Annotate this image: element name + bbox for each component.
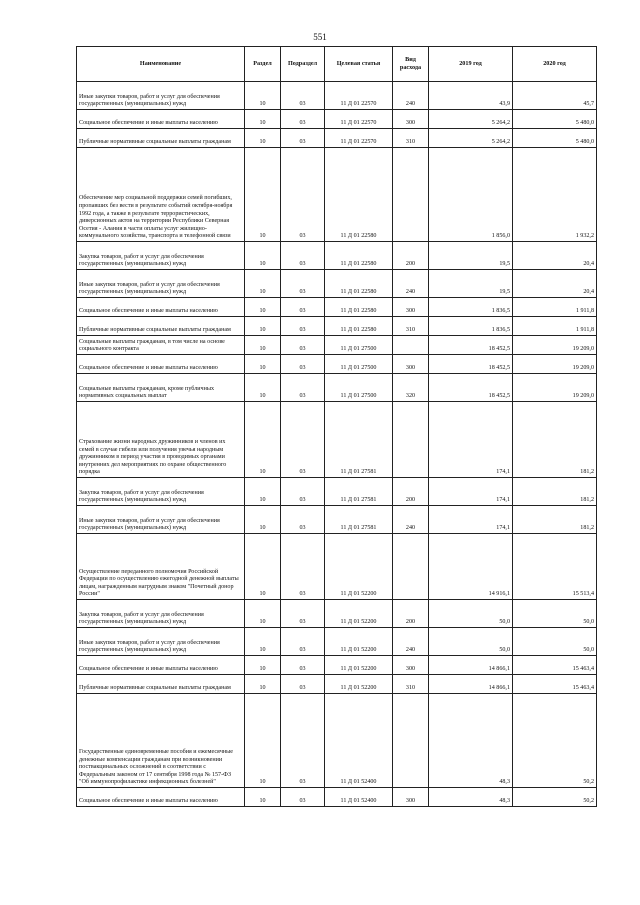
cell-expense-type: 300 (393, 110, 429, 129)
cell-2019: 1 856,0 (429, 148, 513, 242)
cell-expense-type: 240 (393, 628, 429, 656)
cell-name: Публичные нормативные социальные выплаты гражданам (77, 129, 245, 148)
cell-subsection: 03 (281, 675, 325, 694)
table-row (77, 675, 597, 694)
cell-2019: 14 866,1 (429, 656, 513, 675)
cell-2020: 1 911,8 (513, 298, 597, 317)
cell-2020: 15 463,4 (513, 656, 597, 675)
cell-2019: 50,0 (429, 600, 513, 628)
cell-expense-type: 310 (393, 129, 429, 148)
cell-subsection: 03 (281, 336, 325, 355)
cell-target: 11 Д 01 22570 (325, 82, 393, 110)
cell-expense-type: 310 (393, 675, 429, 694)
cell-expense-type: 240 (393, 270, 429, 298)
table-row (77, 355, 597, 374)
table-row (77, 478, 597, 506)
cell-expense-type (393, 694, 429, 788)
cell-2020: 181,2 (513, 506, 597, 534)
header-section: Раздел (245, 47, 281, 82)
cell-section: 10 (245, 317, 281, 336)
cell-2019: 18 452,5 (429, 374, 513, 402)
cell-name: Осуществление переданного полномочия Российской Федерации по осуществлению ежегодной денежной выплаты лицам, награжденным нагрудным знаком "Почетный донор России" (77, 534, 245, 600)
header-target: Целевая статья (325, 47, 393, 82)
cell-name: Публичные нормативные социальные выплаты гражданам (77, 317, 245, 336)
cell-expense-type (393, 402, 429, 478)
table-row (77, 656, 597, 675)
cell-section: 10 (245, 788, 281, 807)
cell-2020: 5 480,0 (513, 110, 597, 129)
cell-target: 11 Д 01 52200 (325, 675, 393, 694)
cell-name: Иные закупки товаров, работ и услуг для обеспечения государственных (муниципальных) нужд (77, 628, 245, 656)
cell-subsection: 03 (281, 270, 325, 298)
cell-target: 11 Д 01 52400 (325, 788, 393, 807)
cell-2020: 50,2 (513, 788, 597, 807)
cell-section: 10 (245, 110, 281, 129)
cell-2019: 14 916,1 (429, 534, 513, 600)
cell-target: 11 Д 01 22580 (325, 298, 393, 317)
cell-section: 10 (245, 628, 281, 656)
cell-name: Иные закупки товаров, работ и услуг для обеспечения государственных (муниципальных) нужд (77, 506, 245, 534)
cell-2019: 174,1 (429, 402, 513, 478)
cell-2019: 174,1 (429, 506, 513, 534)
cell-section: 10 (245, 534, 281, 600)
cell-subsection: 03 (281, 628, 325, 656)
table-row (77, 534, 597, 600)
cell-section: 10 (245, 675, 281, 694)
cell-target: 11 Д 01 27500 (325, 336, 393, 355)
table-row (77, 298, 597, 317)
cell-section: 10 (245, 82, 281, 110)
table-row (77, 600, 597, 628)
cell-section: 10 (245, 656, 281, 675)
cell-2019: 1 836,5 (429, 317, 513, 336)
table-row (77, 402, 597, 478)
table-row (77, 628, 597, 656)
cell-2020: 50,2 (513, 694, 597, 788)
cell-expense-type: 300 (393, 355, 429, 374)
cell-section: 10 (245, 478, 281, 506)
cell-2020: 1 932,2 (513, 148, 597, 242)
cell-expense-type: 200 (393, 600, 429, 628)
cell-name: Иные закупки товаров, работ и услуг для обеспечения государственных (муниципальных) нужд (77, 270, 245, 298)
cell-2019: 1 836,5 (429, 298, 513, 317)
header-expense-type: Вид расхода (393, 47, 429, 82)
cell-section: 10 (245, 242, 281, 270)
cell-2020: 181,2 (513, 402, 597, 478)
cell-target: 11 Д 01 27581 (325, 506, 393, 534)
cell-2019: 48,3 (429, 788, 513, 807)
table-row (77, 317, 597, 336)
cell-target: 11 Д 01 27500 (325, 374, 393, 402)
cell-2020: 50,0 (513, 628, 597, 656)
cell-subsection: 03 (281, 656, 325, 675)
cell-2020: 15 513,4 (513, 534, 597, 600)
cell-section: 10 (245, 129, 281, 148)
cell-subsection: 03 (281, 600, 325, 628)
header-2019: 2019 год (429, 47, 513, 82)
cell-2020: 45,7 (513, 82, 597, 110)
cell-2019: 5 264,2 (429, 129, 513, 148)
header-name: Наименование (77, 47, 245, 82)
cell-section: 10 (245, 148, 281, 242)
cell-target: 11 Д 01 27581 (325, 478, 393, 506)
cell-subsection: 03 (281, 788, 325, 807)
cell-target: 11 Д 01 52200 (325, 656, 393, 675)
cell-target: 11 Д 01 52400 (325, 694, 393, 788)
cell-subsection: 03 (281, 355, 325, 374)
cell-subsection: 03 (281, 317, 325, 336)
table-row (77, 242, 597, 270)
cell-section: 10 (245, 298, 281, 317)
cell-expense-type: 200 (393, 242, 429, 270)
table-row (77, 270, 597, 298)
page-number: 551 (313, 32, 327, 42)
cell-name: Закупка товаров, работ и услуг для обеспечения государственных (муниципальных) нужд (77, 478, 245, 506)
cell-2020: 20,4 (513, 270, 597, 298)
cell-subsection: 03 (281, 129, 325, 148)
header-2020: 2020 год (513, 47, 597, 82)
cell-name: Социальное обеспечение и иные выплаты населению (77, 110, 245, 129)
cell-name: Социальное обеспечение и иные выплаты населению (77, 298, 245, 317)
cell-2020: 15 463,4 (513, 675, 597, 694)
cell-2019: 48,3 (429, 694, 513, 788)
cell-subsection: 03 (281, 534, 325, 600)
cell-2020: 50,0 (513, 600, 597, 628)
cell-subsection: 03 (281, 148, 325, 242)
cell-section: 10 (245, 374, 281, 402)
cell-target: 11 Д 01 22580 (325, 148, 393, 242)
cell-2019: 5 264,2 (429, 110, 513, 129)
cell-section: 10 (245, 506, 281, 534)
cell-subsection: 03 (281, 298, 325, 317)
cell-expense-type: 300 (393, 298, 429, 317)
cell-name: Закупка товаров, работ и услуг для обеспечения государственных (муниципальных) нужд (77, 242, 245, 270)
cell-2020: 20,4 (513, 242, 597, 270)
table-row (77, 336, 597, 355)
cell-expense-type: 320 (393, 374, 429, 402)
cell-expense-type: 310 (393, 317, 429, 336)
cell-2020: 19 209,0 (513, 355, 597, 374)
cell-name: Иные закупки товаров, работ и услуг для обеспечения государственных (муниципальных) нужд (77, 82, 245, 110)
cell-2020: 19 209,0 (513, 336, 597, 355)
cell-target: 11 Д 01 52200 (325, 534, 393, 600)
cell-target: 11 Д 01 27500 (325, 355, 393, 374)
cell-name: Социальные выплаты гражданам, кроме публичных нормативных социальных выплат (77, 374, 245, 402)
cell-2020: 5 480,0 (513, 129, 597, 148)
cell-subsection: 03 (281, 694, 325, 788)
cell-name: Социальное обеспечение и иные выплаты населению (77, 355, 245, 374)
cell-2019: 43,9 (429, 82, 513, 110)
table-row (77, 694, 597, 788)
cell-2020: 181,2 (513, 478, 597, 506)
cell-name: Обеспечение мер социальной поддержки семей погибших, пропавших без вести в результате событий октября-ноября 1992 года, а также в результате террористических, диверсионных актов на территории Республики Северная Осетия - Алания в части оплаты услуг жилищно-коммунального хозяйства, транспорта и телефонной связи (77, 148, 245, 242)
cell-name: Государственные единовременные пособия и ежемесячные денежные компенсации гражданам при возникновении поствакцинальных осложнений в соответствии с Федеральным законом от 17 сентября 1998 года № 157-ФЗ "Об иммунопрофилактике инфекционных болезней" (77, 694, 245, 788)
cell-name: Социальное обеспечение и иные выплаты населению (77, 656, 245, 675)
cell-subsection: 03 (281, 402, 325, 478)
cell-target: 11 Д 01 22570 (325, 110, 393, 129)
cell-expense-type: 240 (393, 506, 429, 534)
table-row (77, 82, 597, 110)
table-row (77, 788, 597, 807)
cell-section: 10 (245, 270, 281, 298)
cell-target: 11 Д 01 22580 (325, 270, 393, 298)
cell-2019: 19,5 (429, 242, 513, 270)
cell-expense-type (393, 148, 429, 242)
table-row (77, 506, 597, 534)
cell-2019: 19,5 (429, 270, 513, 298)
cell-name: Закупка товаров, работ и услуг для обеспечения государственных (муниципальных) нужд (77, 600, 245, 628)
cell-section: 10 (245, 600, 281, 628)
cell-expense-type: 240 (393, 82, 429, 110)
cell-section: 10 (245, 694, 281, 788)
header-subsection: Подраздел (281, 47, 325, 82)
cell-target: 11 Д 01 22580 (325, 242, 393, 270)
cell-expense-type: 300 (393, 788, 429, 807)
table-row (77, 129, 597, 148)
cell-2019: 18 452,5 (429, 355, 513, 374)
budget-table (76, 46, 597, 807)
table-header-row (77, 47, 597, 82)
cell-target: 11 Д 01 52200 (325, 628, 393, 656)
cell-name: Публичные нормативные социальные выплаты гражданам (77, 675, 245, 694)
cell-subsection: 03 (281, 242, 325, 270)
cell-2019: 50,0 (429, 628, 513, 656)
cell-section: 10 (245, 355, 281, 374)
table-row (77, 148, 597, 242)
cell-name: Социальные выплаты гражданам, в том числе на основе социального контракта (77, 336, 245, 355)
cell-expense-type: 200 (393, 478, 429, 506)
cell-2020: 1 911,8 (513, 317, 597, 336)
cell-target: 11 Д 01 22570 (325, 129, 393, 148)
table-row (77, 110, 597, 129)
cell-name: Социальное обеспечение и иные выплаты населению (77, 788, 245, 807)
cell-expense-type (393, 534, 429, 600)
cell-expense-type (393, 336, 429, 355)
cell-expense-type: 300 (393, 656, 429, 675)
cell-section: 10 (245, 402, 281, 478)
cell-2019: 18 452,5 (429, 336, 513, 355)
cell-subsection: 03 (281, 374, 325, 402)
cell-subsection: 03 (281, 478, 325, 506)
cell-name: Страхование жизни народных дружинников и членов их семей в случае гибели или получения увечья народным дружинником в период участия в проводимых органами внутренних дел мероприятиях по охране общественного порядка (77, 402, 245, 478)
cell-2020: 19 209,0 (513, 374, 597, 402)
cell-subsection: 03 (281, 506, 325, 534)
cell-section: 10 (245, 336, 281, 355)
cell-2019: 14 866,1 (429, 675, 513, 694)
cell-subsection: 03 (281, 110, 325, 129)
cell-subsection: 03 (281, 82, 325, 110)
table-body (77, 82, 597, 807)
cell-target: 11 Д 01 22580 (325, 317, 393, 336)
table-row (77, 374, 597, 402)
cell-target: 11 Д 01 52200 (325, 600, 393, 628)
cell-2019: 174,1 (429, 478, 513, 506)
cell-target: 11 Д 01 27581 (325, 402, 393, 478)
